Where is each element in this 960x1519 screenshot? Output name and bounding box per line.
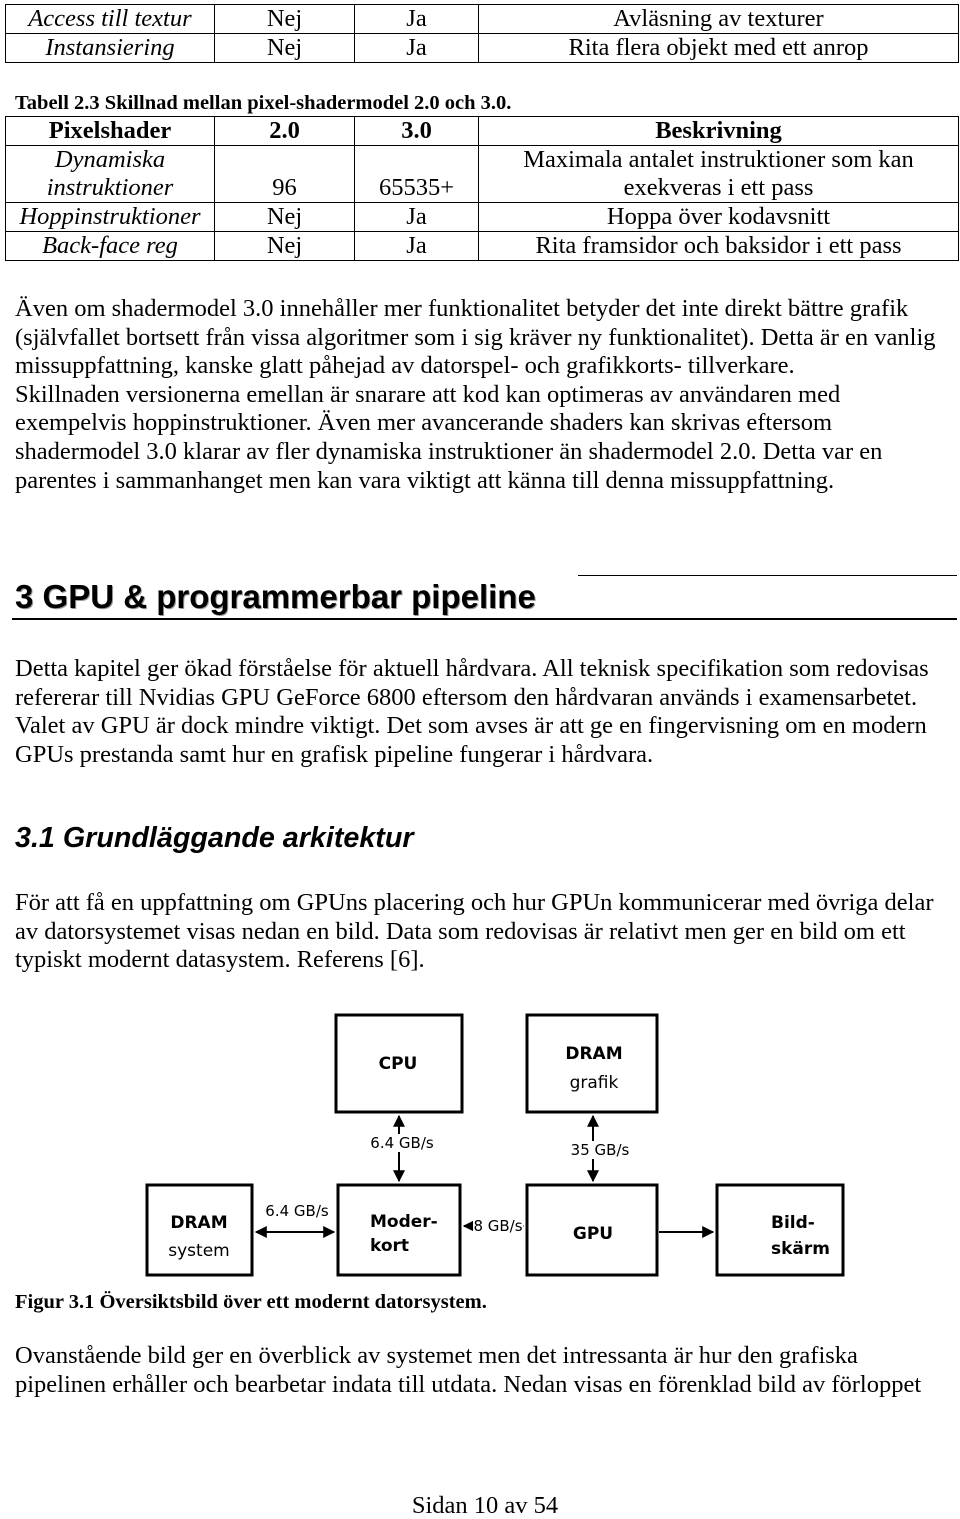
- body-paragraph: [15, 295, 936, 495]
- shader-2-0-cell: Nej: [215, 203, 355, 232]
- feature-cell: [6, 146, 215, 203]
- paragraph-line: exempelvis hoppinstruktioner. Även mer avancerande shaders kan skrivas eftersom: [15, 409, 833, 437]
- paragraph-line: av datorsystemet visas nedan en bild. Data som redovisas är relativt men ger en bild om ett: [15, 917, 906, 945]
- feature-line: Dynamiska: [54, 146, 166, 173]
- header-3-0: 3.0: [355, 117, 479, 146]
- figure-caption: Figur 3.1 Översiktsbild över ett modernt datorsystem.: [15, 1291, 487, 1313]
- body-paragraph: [15, 889, 934, 975]
- paragraph-line: GPUs prestanda samt hur en grafisk pipeline fungerar i hårdvara.: [15, 740, 654, 768]
- paragraph-line: Även om shadermodel 3.0 innehåller mer funktionalitet betyder det inte direkt bättre grafik: [15, 295, 909, 322]
- feature-cell: Hoppinstruktioner: [6, 203, 215, 232]
- description-cell: Rita framsidor och baksidor i ett pass: [479, 232, 959, 261]
- paragraph-line: Valet av GPU är dock mindre viktigt. Det som avses är att ge en fingervisning om en modern: [15, 712, 927, 740]
- feature-cell: Back-face reg: [6, 232, 215, 261]
- shader-2-0-cell: 96: [215, 146, 355, 203]
- feature-cell: Access till textur: [6, 5, 215, 34]
- paragraph-line: (självfallet bortsett från vissa algoritmer som i sig kräver ny funktionalitet). Detta är en vanlig: [15, 323, 936, 351]
- pixelshader-comparison-table: [5, 116, 959, 261]
- paragraph-line: Skillnaden versionerna emellan är snarare att kod kan optimeras av användaren med: [15, 380, 841, 408]
- table-header-row: [6, 117, 959, 146]
- shader-3-0-cell: Ja: [355, 5, 479, 34]
- paragraph-line: typiskt modernt datasystem. Referens [6].: [15, 946, 425, 974]
- paragraph-line: shadermodel 3.0 klarar av fler dynamiska instruktioner än shadermodel 2.0. Detta var en: [15, 437, 883, 465]
- cpu-motherboard-bandwidth: 6.4 GB/s: [370, 1134, 434, 1152]
- paragraph-line: Detta kapitel ger ökad förståelse för aktuell hårdvara. All teknisk specifikation som redovisas: [15, 655, 929, 682]
- feature-line: instruktioner: [46, 174, 174, 201]
- table-row: [6, 146, 959, 203]
- heading-bottom-rule: [12, 618, 957, 620]
- table-row: [6, 34, 959, 63]
- paragraph-line: pipelinen erhåller och bearbetar indata till utdata. Nedan visas en förenklad bild av förloppet: [15, 1370, 922, 1398]
- description-line: Maximala antalet instruktioner som kan: [523, 146, 914, 173]
- body-paragraph: [15, 1342, 921, 1399]
- display-label-line-1: Bild-: [771, 1213, 815, 1233]
- cpu-label: CPU: [378, 1054, 418, 1074]
- header-pixelshader: Pixelshader: [6, 117, 215, 146]
- paragraph-line: parentes i sammanhanget men kan vara viktigt att känna till denna missuppfattning.: [15, 466, 835, 494]
- shader-3-0-cell: Ja: [355, 34, 479, 63]
- dram-graphics-sublabel: grafik: [569, 1073, 619, 1093]
- body-paragraph: [15, 655, 929, 769]
- header-beskrivning: Beskrivning: [479, 117, 959, 146]
- feature-cell: Instansiering: [6, 34, 215, 63]
- shader-2-0-cell: Nej: [215, 232, 355, 261]
- description-cell: Avläsning av texturer: [479, 5, 959, 34]
- shader-2-0-cell: Nej: [215, 5, 355, 34]
- dram-system-label: DRAM: [170, 1213, 228, 1233]
- page-number-footer: Sidan 10 av 54: [411, 1492, 559, 1519]
- dram-system-motherboard-bandwidth: 6.4 GB/s: [265, 1202, 329, 1220]
- shader-3-0-cell: 65535+: [355, 146, 479, 203]
- header-2-0: 2.0: [215, 117, 355, 146]
- paragraph-line: missuppfattning, kanske glatt påhejad av datorspel- och grafikkorts- tillverkare.: [15, 352, 795, 380]
- motherboard-label-line-1: Moder-: [370, 1212, 438, 1232]
- motherboard-label-line-2: kort: [370, 1236, 410, 1256]
- dram-graphics-gpu-bandwidth: 35 GB/s: [570, 1141, 630, 1159]
- paragraph-line: För att få en uppfattning om GPUns placering och hur GPUn kommunicerar med övriga delar: [15, 889, 934, 916]
- description-line: exekveras i ett pass: [623, 174, 814, 201]
- shader-2-0-cell: Nej: [215, 34, 355, 63]
- feature-table-continued: [5, 4, 959, 63]
- heading-top-rule: [578, 575, 957, 576]
- gpu-label: GPU: [572, 1224, 614, 1244]
- motherboard-gpu-bandwidth: 8 GB/s: [473, 1217, 523, 1235]
- table-caption: Tabell 2.3 Skillnad mellan pixel-shadermodel 2.0 och 3.0.: [15, 92, 512, 114]
- chapter-heading: 3 GPU & programmerbar pipeline: [15, 578, 536, 615]
- description-cell: Rita flera objekt med ett anrop: [479, 34, 959, 63]
- paragraph-line: Ovanstående bild ger en överblick av systemet men det intressanta är hur den grafiska: [15, 1342, 858, 1369]
- table-row: [6, 232, 959, 261]
- table-row: [6, 5, 959, 34]
- shader-3-0-cell: Ja: [355, 232, 479, 261]
- description-cell: [479, 146, 959, 203]
- system-architecture-diagram: [85, 995, 910, 1280]
- section-heading: 3.1 Grundläggande arkitektur: [15, 822, 414, 854]
- dram-system-sublabel: system: [168, 1241, 230, 1261]
- shader-3-0-cell: Ja: [355, 203, 479, 232]
- display-label-line-2: skärm: [771, 1239, 830, 1259]
- table-row: [6, 203, 959, 232]
- description-cell: Hoppa över kodavsnitt: [479, 203, 959, 232]
- paragraph-line: refererar till Nvidias GPU GeForce 6800 eftersom den hårdvaran används i examensarbetet.: [15, 683, 918, 711]
- dram-graphics-label: DRAM: [565, 1044, 623, 1064]
